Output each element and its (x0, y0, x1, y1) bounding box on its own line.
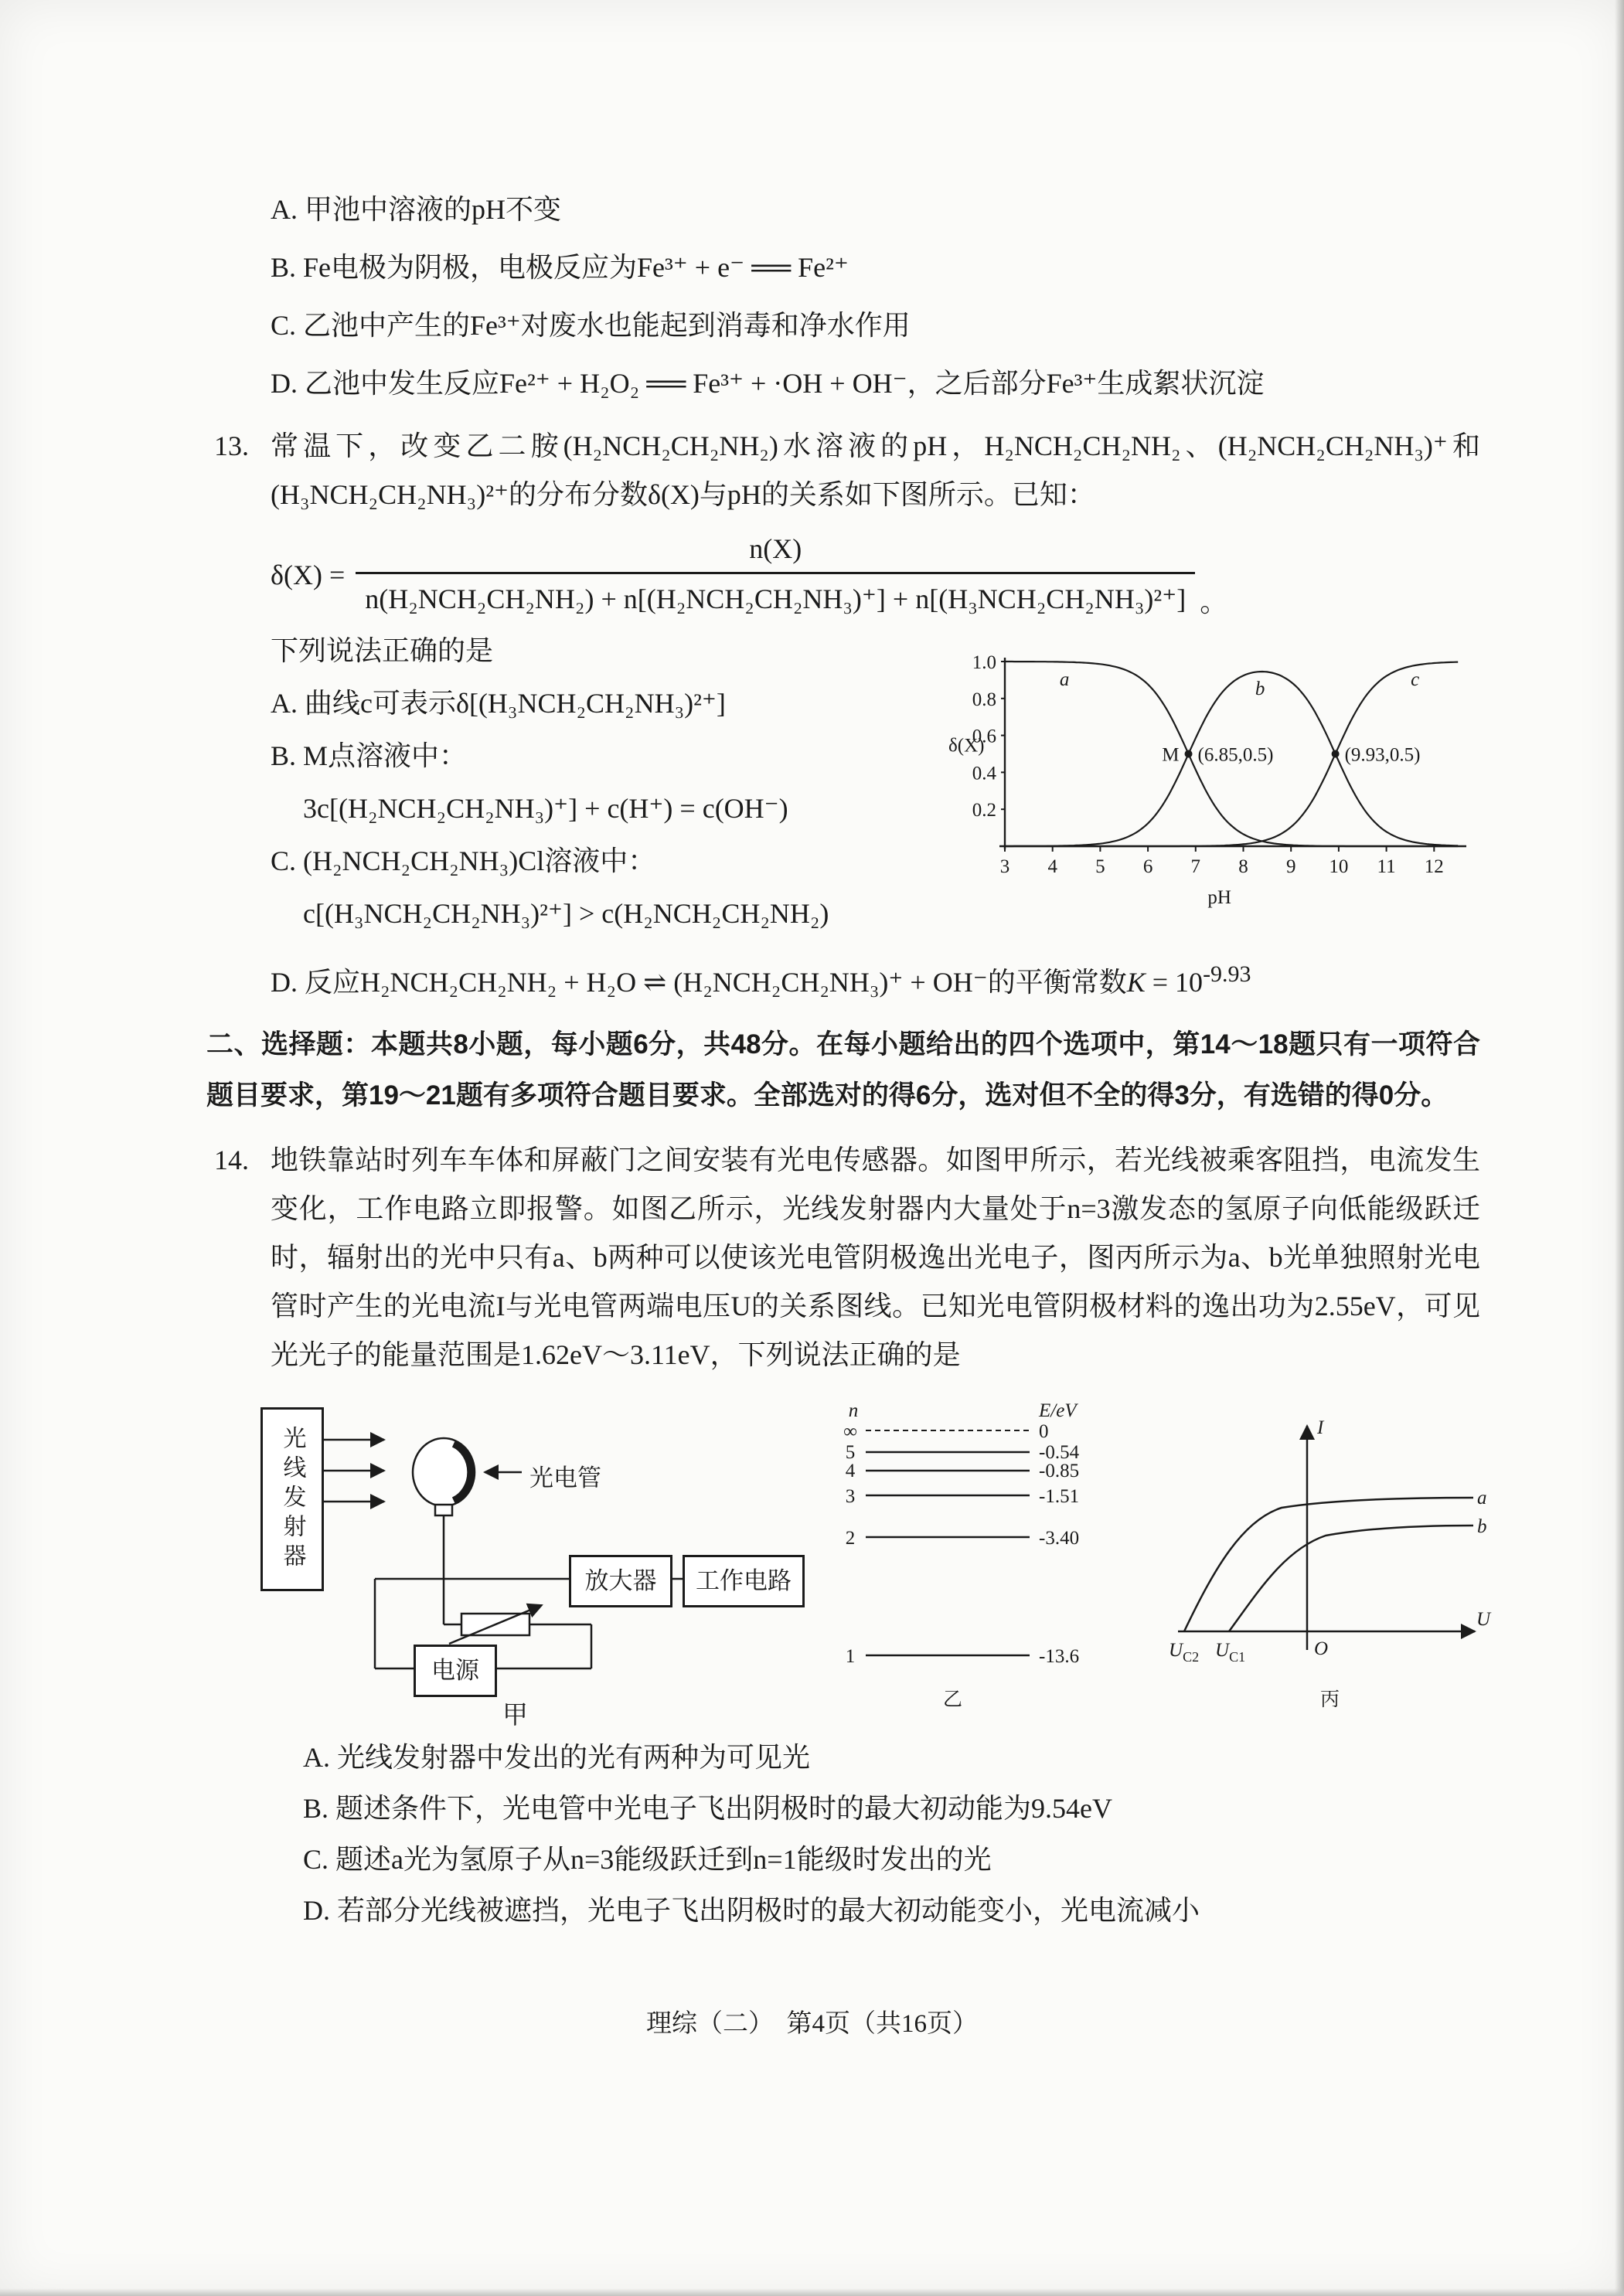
formula-period: 。 (1200, 587, 1228, 617)
diagram-jia-caption: 甲 (502, 1702, 528, 1730)
uc2-label: $U_{C2}$ (1169, 1640, 1200, 1665)
q12-option-d: D. 乙池中发生反应Fe²⁺ + H₂O₂ ══ Fe³⁺ + ·OH + OH⁻，之后部分Fe³⁺生成絮状沉淀 (271, 368, 1265, 399)
svg-text:12: 12 (1424, 856, 1444, 877)
scan-edge-bottom (0, 2288, 1624, 2296)
phototube-label: 光电管 (529, 1464, 601, 1492)
svg-text:M: M (1162, 744, 1180, 766)
axis-u-label: U (1476, 1609, 1491, 1630)
diagram-yi-caption: 乙 (943, 1689, 963, 1710)
ph-distribution-chart (947, 647, 1480, 913)
svg-text:-0.54: -0.54 (1039, 1442, 1080, 1463)
axis-i-label: I (1317, 1417, 1324, 1438)
ph-distribution-chart-wrap (947, 647, 1480, 941)
scan-edge-right (1615, 0, 1624, 2296)
q13-option-b: B. M点溶液中： (271, 740, 468, 771)
q14-option-c: C. 题述a光为氢原子从n=3能级跃迁到n=1能级时发出的光 (303, 1844, 992, 1875)
q13-number: 13. (214, 430, 249, 461)
svg-text:0.6: 0.6 (972, 726, 996, 747)
svg-text:7: 7 (1190, 856, 1201, 877)
light-emitter-box: 光线发射器 (260, 1407, 324, 1591)
question-13 (206, 422, 1480, 1007)
svg-text:-0.85: -0.85 (1039, 1461, 1080, 1481)
q14-diagrams (206, 1403, 1491, 1730)
formula-lhs: δ(X) = (271, 559, 346, 590)
svg-text:a: a (1059, 669, 1070, 690)
q13-options (271, 625, 947, 941)
q13-lead: 下列说法正确的是 (271, 635, 494, 666)
svg-text:3: 3 (845, 1486, 856, 1507)
q12-option-c: C. 乙池中产生的Fe³⁺对废水也能起到消毒和净水作用 (271, 310, 911, 341)
svg-text:0: 0 (1039, 1421, 1049, 1442)
origin-label: O (1314, 1638, 1329, 1659)
iu-graph-diagram (1167, 1403, 1492, 1716)
q13-body (271, 422, 1480, 1007)
page-footer: 理综（二） 第4页（共16页） (646, 2010, 978, 2038)
svg-text:(9.93,0.5): (9.93,0.5) (1344, 744, 1421, 766)
svg-text:1.0: 1.0 (972, 652, 996, 673)
formula-numerator: n(X) (749, 533, 802, 564)
uc1-label: $U_{C1}$ (1215, 1640, 1246, 1665)
svg-text:-13.6: -13.6 (1039, 1646, 1080, 1667)
formula-fraction (356, 532, 1195, 617)
svg-text:1: 1 (845, 1646, 856, 1667)
svg-text:δ(X): δ(X) (948, 735, 985, 757)
svg-text:4: 4 (1047, 856, 1057, 877)
q13-distribution-formula (271, 532, 1480, 617)
svg-text:-1.51: -1.51 (1039, 1486, 1080, 1507)
svg-text:2: 2 (845, 1528, 856, 1549)
svg-text:-3.40: -3.40 (1039, 1528, 1080, 1549)
q14-option-a: A. 光线发射器中发出的光有两种为可见光 (303, 1742, 810, 1773)
q12-option-b: B. Fe电极为阴极，电极反应为Fe³⁺ + e⁻ ══ Fe²⁺ (271, 252, 849, 283)
svg-text:0.2: 0.2 (972, 800, 996, 821)
q12-options (206, 185, 1480, 407)
amplifier-box: 放大器 (569, 1555, 672, 1607)
svg-text:b: b (1255, 679, 1265, 699)
svg-text:4: 4 (845, 1461, 856, 1481)
svg-text:∞: ∞ (843, 1421, 857, 1442)
q13-option-c: C. (H₂NCH₂CH₂NH₃)Cl溶液中： (271, 845, 656, 876)
diagram-bing-caption: 丙 (1320, 1689, 1340, 1710)
sensor-device-diagram (259, 1403, 809, 1730)
q14-number: 14. (214, 1145, 249, 1175)
q14-stem: 地铁靠站时列车车体和屏蔽门之间安装有光电传感器。如图甲所示，若光线被乘客阻挡，电流发生变化，工作电路立即报警。如图乙所示，光线发射器内大量处于n=3激发态的氢原子向低能级跃迁时，辐射出的光中只有a、b两种可以使该光电管阴极逸出光电子，图丙所示为a、b光单独照射光电管时产生的光电流I与光电管两端电压U的关系图线。已知光电管阴极材料的逸出功为2.55eV，可见光光子的能量范围是1.62eV～3.11eV，下列说法正确的是 (271, 1145, 1480, 1370)
q13-option-d: D. 反应H₂NCH₂CH₂NH₂ + H₂O ⇌ (H₂NCH₂CH₂NH₃)⁺ + OH⁻的平衡常数$K = 10^{-9.93}$ (271, 961, 1251, 998)
q14-option-b: B. 题述条件下，光电管中光电子飞出阴极时的最大初动能为9.54eV (303, 1793, 1112, 1824)
q13-option-b-formula: 3c[(H₂NCH₂CH₂NH₃)⁺] + c(H⁺) = c(OH⁻) (303, 793, 788, 824)
power-supply-box: 电源 (414, 1645, 497, 1697)
svg-text:0.8: 0.8 (972, 689, 996, 710)
svg-text:0.4: 0.4 (972, 763, 996, 784)
svg-text:pH: pH (1207, 887, 1231, 908)
q14-options (206, 1733, 1480, 1935)
curve-a-label: a (1477, 1488, 1487, 1509)
formula-denominator: n(H₂NCH₂CH₂NH₂) + n[(H₂NCH₂CH₂NH₃)⁺] + n[(H₃NCH₂CH₂NH₃)²⁺] (356, 572, 1195, 617)
page-content (206, 185, 1491, 1937)
energy-level-diagram (827, 1403, 1109, 1716)
svg-text:9: 9 (1285, 856, 1296, 877)
curve-b-label: b (1477, 1516, 1487, 1537)
svg-text:(6.85,0.5): (6.85,0.5) (1197, 744, 1274, 766)
section-2-header: 二、选择题：本题共8小题，每小题6分，共48分。在每小题给出的四个选项中，第14～18题只有一项符合题目要求，第19～21题有多项符合题目要求。全部选对的得6分，选对但不全的得3分，有选错的得0分。 (206, 1029, 1480, 1111)
svg-text:8: 8 (1238, 856, 1248, 877)
q13-option-a: A. 曲线c可表示δ[(H₃NCH₂CH₂NH₃)²⁺] (271, 688, 726, 719)
q14-option-d: D. 若部分光线被遮挡，光电子飞出阴极时的最大初动能变小，光电流减小 (303, 1895, 1200, 1926)
q13-options-and-chart (271, 625, 1480, 941)
question-14 (206, 1136, 1480, 1379)
svg-text:6: 6 (1142, 856, 1153, 877)
col-e-header: E/eV (1039, 1403, 1077, 1421)
svg-text:3: 3 (999, 856, 1010, 877)
q13-option-c-formula: c[(H₃NCH₂CH₂NH₃)²⁺] > c(H₂NCH₂CH₂NH₂) (303, 898, 829, 929)
svg-text:5: 5 (1095, 856, 1105, 877)
col-n-header: n (848, 1403, 859, 1421)
svg-text:10: 10 (1329, 856, 1349, 877)
svg-text:c: c (1411, 669, 1420, 690)
q12-option-a: A. 甲池中溶液的pH不变 (271, 194, 561, 225)
working-circuit-box: 工作电路 (683, 1555, 805, 1607)
q13-stem: 常温下，改变乙二胺(H₂NCH₂CH₂NH₂)水溶液的pH，H₂NCH₂CH₂NH₂、(H₂NCH₂CH₂NH₃)⁺和(H₃NCH₂CH₂NH₃)²⁺的分布分数δ(X)与pH的关系如下图所示。已知： (271, 430, 1480, 510)
svg-text:5: 5 (845, 1442, 856, 1463)
svg-text:11: 11 (1377, 856, 1396, 877)
